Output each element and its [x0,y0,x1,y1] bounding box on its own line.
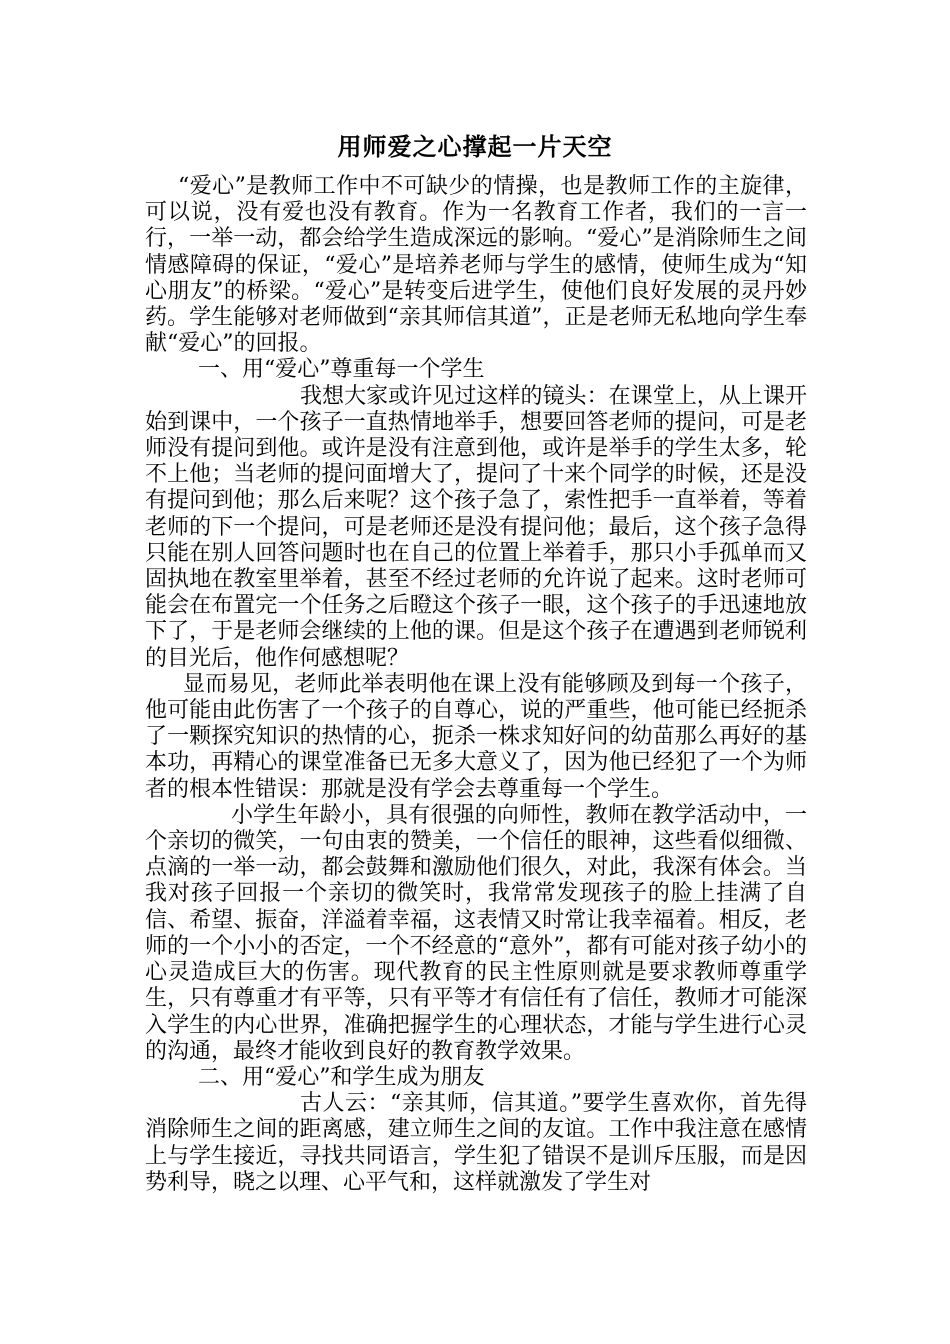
document-body [145,174,807,1196]
section-1-paragraph-3: 小学生年龄小，具有很强的向师性，教师在教学活动中，一个亲切的微笑，一句由衷的赞美，一个信任的眼神，这些看似细微、点滴的一举一动，都会鼓舞和激励他们很久，对此，我深有体会。当我对孩子回报一个亲切的微笑时，我常常发现孩子的脸上挂满了自信、希望、振奋，洋溢着幸福，这表情又时常让我幸福着。相反，老师的一个小小的否定，一个不经意的“意外”，都有可能对孩子幼小的心灵造成巨大的伤害。现代教育的民主性原则就是要求教师尊重学生，只有尊重才有平等，只有平等才有信任有了信任，教师才可能深入学生的内心世界，准确把握学生的心理状态，才能与学生进行心灵的沟通，最终才能收到良好的教育教学效果。 [145,802,807,1064]
section-2-paragraph-1: 古人云：“亲其师，信其道。”要学生喜欢你，首先得消除师生之间的距离感，建立师生之间的友谊。工作中我注意在感情上与学生接近，寻找共同语言，学生犯了错误不是训斥压服，而是因势利导，晓之以理、心平气和，这样就激发了学生对 [145,1091,807,1195]
section-2-heading: 二、用“爱心”和学生成为朋友 [198,1064,485,1090]
document-title: 用师爱之心撑起一片天空 [337,133,613,161]
intro-paragraph: “爱心”是教师工作中不可缺少的情操，也是教师工作的主旋律，可以说，没有爱也没有教育。作为一名教育工作者，我们的一言一行，一举一动，都会给学生造成深远的影响。“爱心”是消除师生之间情感障碍的保证，“爱心”是培养老师与学生的感情，使师生成为“知心朋友”的桥梁。“爱心”是转变后进学生，使他们良好发展的灵丹妙药。学生能够对老师做到“亲其师信其道”，正是老师无私地向学生奉献“爱心”的回报。 [145,174,807,357]
section-1-paragraph-2: 显而易见，老师此举表明他在课上没有能够顾及到每一个孩子，他可能由此伤害了一个孩子的自尊心，说的严重些，他可能已经扼杀了一颗探究知识的热情的心，扼杀一株求知好问的幼苗那么再好的基本功，再精心的课堂准备已无多大意义了，因为他已经犯了一个为师者的根本性错误：那就是没有学会去尊重每一个学生。 [145,671,807,802]
section-1-heading: 一、用“爱心”尊重每一个学生 [198,357,485,383]
section-1-paragraph-1: 我想大家或许见过这样的镜头：在课堂上，从上课开始到课中，一个孩子一直热情地举手，想要回答老师的提问，可是老师没有提问到他。或许是没有注意到他，或许是举手的学生太多，轮不上他；当老师的提问面增大了，提问了十来个同学的时候，还是没有提问到他；那么后来呢？这个孩子急了，索性把手一直举着，等着老师的下一个提问，可是老师还是没有提问他；最后，这个孩子急得只能在别人回答问题时也在自己的位置上举着手，那只小手孤单而又固执地在教室里举着，甚至不经过老师的允许说了起来。这时老师可能会在布置完一个任务之后瞪这个孩子一眼，这个孩子的手迅速地放下了，于是老师会继续的上他的课。但是这个孩子在遭遇到老师锐利的目光后，他作何感想呢？ [145,383,807,671]
